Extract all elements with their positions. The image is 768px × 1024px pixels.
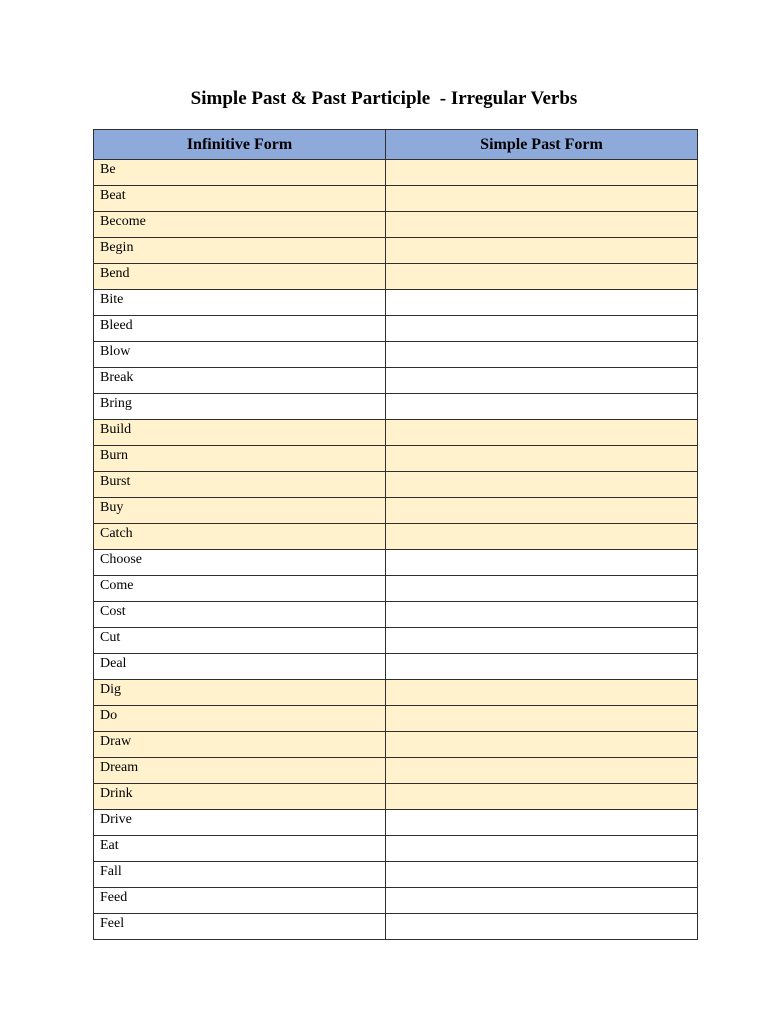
infinitive-cell: Dream: [94, 758, 386, 784]
page-title: Simple Past & Past Participle - Irregular Verbs: [190, 88, 578, 109]
simple-past-answer-cell[interactable]: [386, 706, 698, 732]
table-row: [94, 576, 698, 602]
simple-past-answer-cell[interactable]: [386, 472, 698, 498]
infinitive-cell: Build: [94, 420, 386, 446]
simple-past-answer-cell[interactable]: [386, 914, 698, 940]
infinitive-cell: Cost: [94, 602, 386, 628]
simple-past-answer-cell[interactable]: [386, 732, 698, 758]
table-row: [94, 446, 698, 472]
infinitive-cell: Buy: [94, 498, 386, 524]
table-row: [94, 758, 698, 784]
infinitive-cell: Be: [94, 160, 386, 186]
simple-past-answer-cell[interactable]: [386, 810, 698, 836]
table-row: [94, 160, 698, 186]
simple-past-answer-cell[interactable]: [386, 550, 698, 576]
table-row: [94, 212, 698, 238]
table-row: [94, 888, 698, 914]
simple-past-answer-cell[interactable]: [386, 446, 698, 472]
table-row: [94, 472, 698, 498]
infinitive-cell: Become: [94, 212, 386, 238]
infinitive-cell: Bring: [94, 394, 386, 420]
infinitive-cell: Bite: [94, 290, 386, 316]
infinitive-cell: Break: [94, 368, 386, 394]
simple-past-answer-cell[interactable]: [386, 186, 698, 212]
infinitive-cell: Burst: [94, 472, 386, 498]
infinitive-cell: Feed: [94, 888, 386, 914]
infinitive-cell: Beat: [94, 186, 386, 212]
simple-past-answer-cell[interactable]: [386, 368, 698, 394]
table-row: [94, 732, 698, 758]
simple-past-answer-cell[interactable]: [386, 862, 698, 888]
simple-past-answer-cell[interactable]: [386, 498, 698, 524]
table-row: [94, 290, 698, 316]
header-infinitive-form: Infinitive Form: [94, 130, 386, 160]
table-row: [94, 316, 698, 342]
table-row: [94, 550, 698, 576]
infinitive-cell: Blow: [94, 342, 386, 368]
infinitive-cell: Do: [94, 706, 386, 732]
table-row: [94, 420, 698, 446]
infinitive-cell: Draw: [94, 732, 386, 758]
table-row: [94, 524, 698, 550]
simple-past-answer-cell[interactable]: [386, 290, 698, 316]
table-row: [94, 628, 698, 654]
simple-past-answer-cell[interactable]: [386, 680, 698, 706]
simple-past-answer-cell[interactable]: [386, 420, 698, 446]
simple-past-answer-cell[interactable]: [386, 654, 698, 680]
table-row: [94, 186, 698, 212]
simple-past-answer-cell[interactable]: [386, 238, 698, 264]
infinitive-cell: Fall: [94, 862, 386, 888]
infinitive-cell: Begin: [94, 238, 386, 264]
simple-past-answer-cell[interactable]: [386, 160, 698, 186]
infinitive-cell: Drive: [94, 810, 386, 836]
irregular-verbs-table: [93, 129, 698, 940]
infinitive-cell: Catch: [94, 524, 386, 550]
table-row: [94, 914, 698, 940]
simple-past-answer-cell[interactable]: [386, 524, 698, 550]
table-row: [94, 784, 698, 810]
infinitive-cell: Bend: [94, 264, 386, 290]
simple-past-answer-cell[interactable]: [386, 836, 698, 862]
table-row: [94, 498, 698, 524]
simple-past-answer-cell[interactable]: [386, 576, 698, 602]
simple-past-answer-cell[interactable]: [386, 264, 698, 290]
simple-past-answer-cell[interactable]: [386, 602, 698, 628]
infinitive-cell: Burn: [94, 446, 386, 472]
infinitive-cell: Bleed: [94, 316, 386, 342]
table-row: [94, 654, 698, 680]
table-row: [94, 394, 698, 420]
infinitive-cell: Choose: [94, 550, 386, 576]
table-row: [94, 836, 698, 862]
table-row: [94, 680, 698, 706]
table-row: [94, 342, 698, 368]
simple-past-answer-cell[interactable]: [386, 888, 698, 914]
table-header-row: [94, 130, 698, 160]
table-row: [94, 264, 698, 290]
table-row: [94, 810, 698, 836]
infinitive-cell: Feel: [94, 914, 386, 940]
simple-past-answer-cell[interactable]: [386, 758, 698, 784]
table-row: [94, 602, 698, 628]
simple-past-answer-cell[interactable]: [386, 316, 698, 342]
infinitive-cell: Dig: [94, 680, 386, 706]
simple-past-answer-cell[interactable]: [386, 342, 698, 368]
header-simple-past-form: Simple Past Form: [386, 130, 698, 160]
simple-past-answer-cell[interactable]: [386, 394, 698, 420]
infinitive-cell: Deal: [94, 654, 386, 680]
table-row: [94, 238, 698, 264]
table-body: [94, 160, 698, 940]
table-row: [94, 862, 698, 888]
simple-past-answer-cell[interactable]: [386, 212, 698, 238]
infinitive-cell: Drink: [94, 784, 386, 810]
table-row: [94, 706, 698, 732]
table-row: [94, 368, 698, 394]
simple-past-answer-cell[interactable]: [386, 628, 698, 654]
infinitive-cell: Cut: [94, 628, 386, 654]
simple-past-answer-cell[interactable]: [386, 784, 698, 810]
infinitive-cell: Come: [94, 576, 386, 602]
infinitive-cell: Eat: [94, 836, 386, 862]
